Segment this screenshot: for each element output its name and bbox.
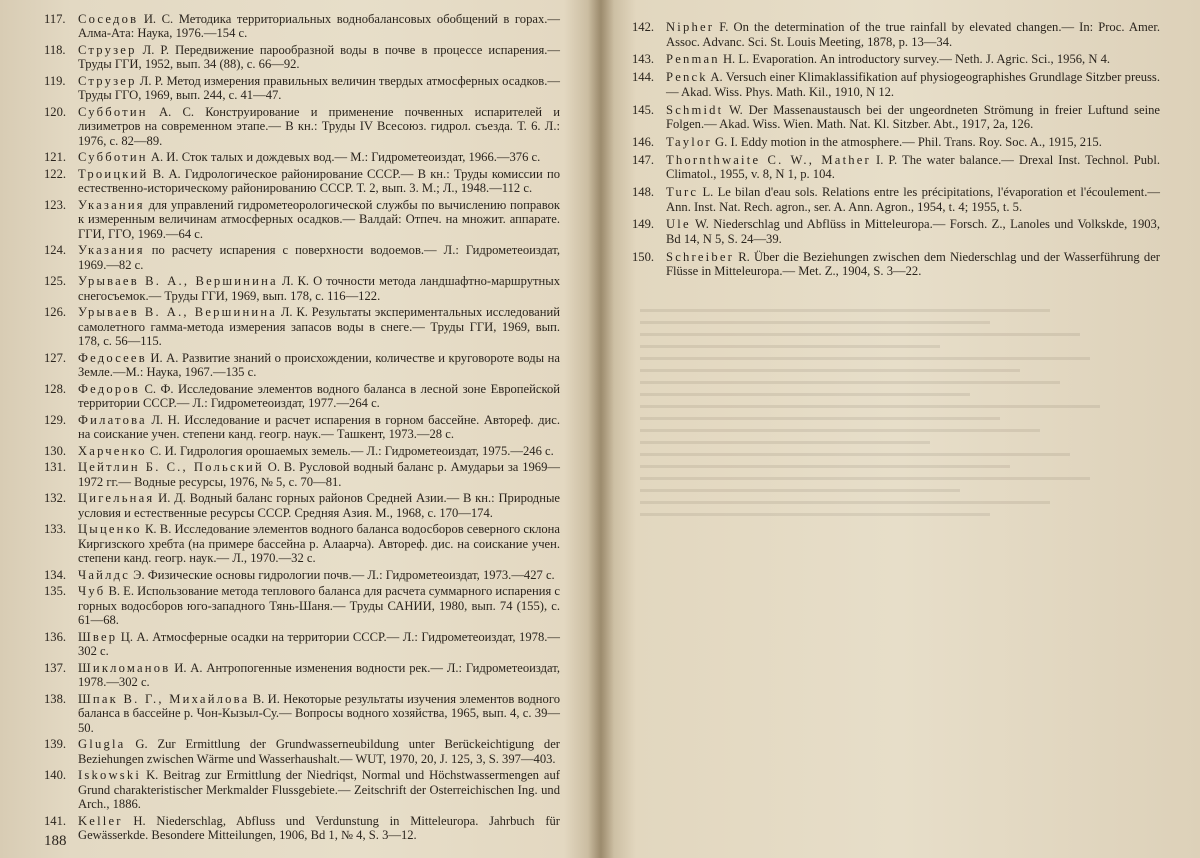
reference-body: G. I. Eddy motion in the atmosphere.— Phil. Trans. Roy. Soc. A., 1915, 215. (715, 134, 1102, 149)
reference-entry (44, 737, 560, 766)
reference-number: 117. (44, 12, 66, 26)
reference-text (78, 274, 560, 303)
reference-number: 142. (632, 20, 655, 34)
reference-text (666, 20, 1160, 49)
reference-text (666, 217, 1160, 246)
reference-entry (44, 351, 560, 380)
reference-number: 133. (44, 522, 67, 537)
reference-body: О. В. Русловой водный баланс р. Амударьи за 1969—1972 гг.— Водные ресурсы, 1976, № 5, с. 70—81. (78, 460, 560, 489)
reference-author: Чуб (78, 584, 106, 599)
reference-body: И. А. Развитие знаний о происхождении, количестве и круговороте воды на Земле.—М.: Наука, 1967.—135 с. (78, 350, 560, 380)
reference-entry (44, 382, 560, 411)
reference-body: И. А. Антропогенные изменения водности рек.— Л.: Гидрометеоиздат, 1978.—302 с. (78, 660, 560, 690)
reference-author: Шикломанов (78, 660, 171, 675)
reference-text (78, 568, 560, 582)
reference-author: Соседов (78, 12, 139, 26)
reference-entry (632, 20, 1160, 49)
reference-author: Субботин (78, 105, 148, 119)
reference-entry (44, 522, 560, 565)
reference-text (78, 198, 560, 241)
reference-number: 131. (44, 460, 67, 475)
reference-entry (44, 661, 560, 690)
reference-body: Э. Физические основы гидрологии почв.— Л.: Гидрометеоиздат, 1973.—427 с. (133, 567, 555, 582)
reference-author: Указания (78, 243, 145, 258)
reference-number: 130. (44, 443, 67, 458)
reference-number: 123. (44, 198, 67, 212)
reference-entry (632, 103, 1160, 132)
reference-body: K. Beitrag zur Ermittlung der Niedriqst, Normal und Höchstwassermengen auf Grund charakteristischer Merkmalder Flussgebiete.— Zeitschrift der Osterreichischen Ing. und Arch., 1886. (78, 768, 560, 812)
reference-body: Л. К. О точности метода ландшафтно-маршрутных снегосъемок.— Труды ГГИ, 1969, вып. 178, с. 116—122. (78, 274, 560, 303)
reference-entry (44, 198, 560, 241)
reference-entry (44, 491, 560, 520)
reference-list-left (44, 12, 560, 842)
reference-text (78, 737, 560, 766)
reference-body: W. Niederschlag und Abflüss in Mitteleuropa.— Forsch. Z., Lanoles und Volkskde, 1903, Bd 14, N 5, S. 24—39. (666, 217, 1161, 247)
reference-body: Л. К. Результаты экспериментальных исследований самолетного гамма-метода измерения запасов воды в снеге.— Труды ГГИ, 1969, вып. 178, с. 56—115. (78, 305, 560, 349)
reference-body: Л. Р. Метод измерения правильных величин твердых атмосферных осадков.— Труды ГГО, 1969, вып. 244, с. 41—47. (78, 74, 560, 103)
reference-entry (44, 692, 560, 735)
reference-text (78, 584, 560, 627)
reference-entry (44, 105, 560, 148)
reference-author: Iskowski (78, 768, 142, 783)
reference-number: 149. (632, 217, 655, 232)
reference-entry (44, 814, 560, 843)
reference-text (78, 630, 560, 659)
reference-number: 127. (44, 350, 67, 365)
reference-author: Федосеев (78, 350, 147, 365)
reference-text (78, 692, 560, 735)
reference-entry (632, 217, 1160, 246)
reference-body: А. И. Сток талых и дождевых вод.— М.: Гидрометеоиздат, 1966.—376 с. (150, 150, 541, 165)
reference-number: 145. (632, 102, 655, 117)
reference-entry (44, 568, 560, 582)
reference-author: Glugla (78, 737, 126, 752)
reference-entry (44, 305, 560, 348)
reference-author: Указания (78, 198, 145, 212)
reference-entry (632, 185, 1160, 214)
reference-number: 132. (44, 491, 67, 506)
reference-body: С. И. Гидрология орошаемых земель.— Л.: Гидрометеоиздат, 1975.—246 с. (149, 443, 554, 458)
reference-text (78, 150, 560, 164)
reference-author: Penman (666, 52, 720, 67)
reference-text (78, 444, 560, 458)
reference-number: 146. (632, 134, 655, 149)
reference-text (78, 305, 560, 348)
reference-entry (632, 52, 1160, 67)
reference-text (78, 12, 560, 41)
reference-body: С. Ф. Исследование элементов водного баланса в лесной зоне Европейской территории СССР.— Л.: Гидрометеоиздат, 1977.—264 с. (78, 381, 560, 411)
reference-body: I. P. The water balance.— Drexal Inst. Technol. Publ. Climatol., 1955, v. 8, N 1, p. 104. (666, 152, 1160, 182)
reference-number: 138. (44, 691, 67, 706)
reference-author: Швер (78, 629, 118, 644)
reference-author: Федоров (78, 381, 141, 396)
reference-entry (44, 12, 560, 41)
reference-body: Л. Р. Передвижение парообразной воды в почве в процессе испарения.— Труды ГГИ, 1952, вып. 34 (88), с. 66—92. (78, 43, 560, 72)
reference-number: 124. (44, 243, 67, 258)
reference-body: L. Le bilan d'eau sols. Relations entre les précipitations, l'évaporation et l'écoulement.— Ann. Inst. Nat. Rech. agron., ser. A. Ann. Agron., 1954, t. 4; 1955, t. 5. (666, 185, 1160, 214)
reference-entry (44, 630, 560, 659)
reference-number: 137. (44, 660, 67, 675)
reference-entry (44, 43, 560, 72)
reference-author: Шпак В. Г., Михайлова (78, 691, 250, 706)
reference-number: 120. (44, 105, 67, 119)
reference-entry (632, 153, 1160, 182)
reference-body: G. Zur Ermittlung der Grundwasserneubildung unter Berückeichtigung der Beziehungen zwischen Wärme und Wasserhaushalt.— WUT, 1970, 20, J. 125, 3, S. 397—403. (78, 737, 560, 766)
reference-list-right (632, 20, 1160, 279)
reference-number: 147. (632, 152, 655, 167)
reference-number: 139. (44, 737, 67, 752)
reference-author: Цыценко (78, 522, 142, 537)
reference-author: Ule (666, 217, 691, 232)
reference-number: 118. (44, 43, 66, 57)
reference-entry (44, 243, 560, 272)
reference-text (666, 153, 1160, 182)
reference-number: 128. (44, 381, 67, 396)
reference-text (78, 413, 560, 442)
reference-author: Thornthwaite C. W., Mather (666, 152, 871, 167)
reference-author: Schreiber (666, 249, 735, 264)
reference-number: 136. (44, 629, 67, 644)
left-page (0, 0, 598, 858)
reference-text (78, 491, 560, 520)
reference-text (78, 522, 560, 565)
reference-number: 135. (44, 584, 67, 599)
reference-author: Чайлдс (78, 567, 130, 582)
right-page (602, 0, 1200, 858)
reference-body: H. L. Evaporation. An introductory survey.— Neth. J. Agric. Sci., 1956, N 4. (722, 52, 1111, 67)
reference-entry (44, 444, 560, 458)
reference-number: 125. (44, 274, 67, 289)
reference-author: Струзер (78, 43, 137, 57)
reference-body: R. Über die Beziehungen zwischen dem Niederschlag und der Wasserführung der Flüsse in Mitteleuropa.— Met. Z., 1904, S. 3—22. (666, 249, 1160, 279)
reference-entry (44, 150, 560, 164)
reference-entry (632, 250, 1160, 279)
reference-text (78, 74, 560, 103)
reference-text (78, 243, 560, 272)
reference-text (78, 814, 560, 843)
reference-body: И. С. Методика территориальных воднобалансовых обобщений в горах.— Алма-Ата: Наука, 1976.—154 с. (78, 12, 560, 41)
reference-text (78, 167, 560, 196)
reference-text (666, 70, 1160, 99)
reference-body: В. А. Гидрологическое районирование СССР.— В кн.: Труды комиссии по естественно-историческому районированию СССР. Т. 2, вып. 3. М.; Л., 1948.—112 с. (78, 167, 560, 196)
reference-entry (44, 768, 560, 811)
reference-author: Урываев В. А., Вершинина (78, 305, 278, 320)
reference-body: К. В. Исследование элементов водного баланса водосборов северного склона Киргизского хребта (на примере бассейна р. Алаарча). Автореф. дис. на соискание учен. степени канд. геогр. наук.— Л., 1970.—32 с. (78, 522, 560, 566)
reference-text (666, 103, 1160, 132)
reference-author: Троицкий (78, 167, 149, 181)
reference-text (78, 460, 560, 489)
reference-author: Субботин (78, 150, 148, 165)
reference-text (78, 661, 560, 690)
reference-body: по расчету испарения с поверхности водоемов.— Л.: Гидрометеоиздат, 1969.—82 с. (78, 243, 560, 272)
reference-text (666, 52, 1160, 67)
reference-body: W. Der Massenaustausch bei der ungeordneten Strömung in freier Luftund seine Folgen.— Akad. Wiss. Wien. Math. Nat. Kl. Sitzber. Abt., 1917, 2a, 126. (666, 102, 1160, 132)
reference-number: 148. (632, 185, 655, 200)
reference-author: Penck (666, 70, 708, 85)
reference-text (78, 43, 560, 72)
reference-body: для управлений гидрометеорологической службы по вычислению поправок к измеренным величинам атмосферных осадков.— Валдай: Отпеч. на множит. аппарате. ГГИ, ГГО, 1969.—64 с. (78, 198, 560, 241)
reference-text (78, 105, 560, 148)
reference-text (666, 250, 1160, 279)
reference-number: 129. (44, 412, 67, 427)
reference-number: 121. (44, 150, 67, 165)
reference-author: Цигельная (78, 491, 155, 506)
reference-body: A. Versuch einer Klimaklassifikation auf physiogeographishes Grundlage Sitzber preuss.— Akad. Wiss. Phys. Math. Kil., 1910, N 12. (666, 70, 1160, 99)
reference-entry (44, 460, 560, 489)
reference-body: А. С. Конструирование и применение почвенных испарителей и лизиметров на современном этапе.— В кн.: Труды IV Всесоюз. гидрол. съезда. Т. 6. Л.: 1976, с. 82—89. (78, 105, 560, 148)
reference-number: 126. (44, 305, 67, 320)
reference-entry (44, 413, 560, 442)
reference-number: 140. (44, 768, 67, 783)
reference-author: Филатова (78, 412, 147, 427)
reference-entry (44, 74, 560, 103)
reference-number: 143. (632, 52, 655, 67)
reference-entry (44, 167, 560, 196)
reference-text (78, 351, 560, 380)
reference-text (666, 185, 1160, 214)
reference-number: 150. (632, 249, 655, 264)
reference-author: Schmidt (666, 102, 724, 117)
reference-author: Taylor (666, 134, 712, 149)
page-number: 188 (44, 833, 67, 849)
reference-entry (632, 135, 1160, 150)
reference-body: Ц. А. Атмосферные осадки на территории СССР.— Л.: Гидрометеоиздат, 1978.— 302 с. (78, 629, 560, 659)
reference-body: В. И. Некоторые результаты изучения элементов водного баланса в бассейне р. Чон-Кызыл-Су.— Вопросы водного хозяйства, 1965, вып. 4, с. 39—50. (78, 691, 560, 735)
reference-entry (44, 274, 560, 303)
reference-body: H. Niederschlag, Abfluss und Verdunstung in Mitteleuropa. Jahrbuch für Gewässerkde. Besondere Mitteilungen, 1906, Bd 1, № 4, S. 3—12. (78, 813, 560, 843)
reference-author: Урываев В. А., Вершинина (78, 274, 278, 289)
reference-entry (632, 70, 1160, 99)
reference-body: И. Д. Водный баланс горных районов Средней Азии.— В кн.: Природные условия и естественные ресурсы СССР. Средняя Азия. М., 1968, с. 170—174. (78, 491, 560, 520)
reference-body: F. On the determination of the true rainfall by elevated changen.— In: Proc. Amer. Assoc. Advanc. Sci. St. Louis Meeting, 1878, p. 13—34. (666, 20, 1160, 49)
reference-text (666, 135, 1160, 150)
reference-author: Keller (78, 813, 123, 828)
reference-text (78, 382, 560, 411)
reference-number: 141. (44, 813, 67, 828)
reference-number: 122. (44, 167, 67, 181)
reference-entry (44, 584, 560, 627)
reference-number: 134. (44, 567, 67, 582)
reference-text (78, 768, 560, 811)
reference-number: 144. (632, 70, 655, 85)
reference-author: Струзер (78, 74, 137, 88)
reference-author: Turc (666, 185, 699, 200)
reference-body: В. Е. Использование метода теплового баланса для расчета суммарного испарения с горных водосборов юго-западного Тянь-Шаня.— Труды САНИИ, 1980, вып. 74 (155), с. 61—68. (78, 584, 560, 628)
reference-number: 119. (44, 74, 66, 88)
reference-body: Л. Н. Исследование и расчет испарения в горном бассейне. Автореф. дис. на соискание учен. степени канд. геогр. наук.— Ташкент, 1973.—28 с. (78, 412, 560, 442)
reference-author: Харченко (78, 443, 147, 458)
reference-author: Nipher (666, 20, 715, 34)
reference-author: Цейтлин Б. С., Польский (78, 460, 264, 475)
